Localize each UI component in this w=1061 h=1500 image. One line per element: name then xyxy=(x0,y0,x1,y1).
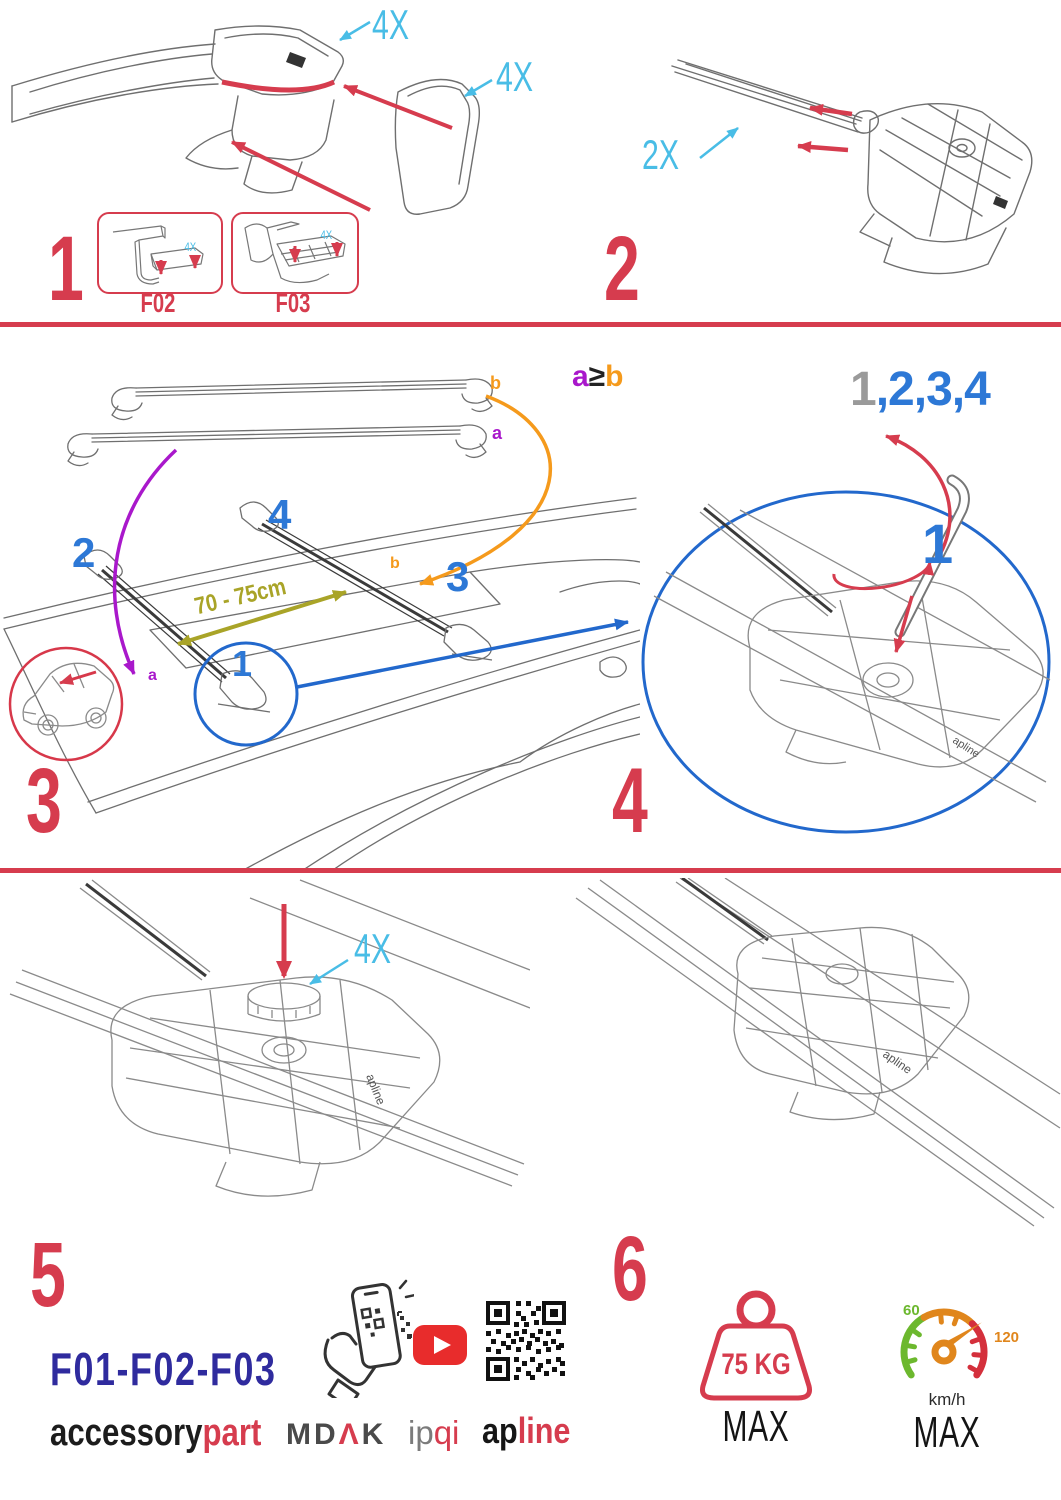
f03-label: F03 xyxy=(275,288,311,318)
brand-mdak xyxy=(286,1418,386,1452)
brand-qi: qi xyxy=(433,1414,460,1451)
bar-a-placement-curve xyxy=(115,450,176,674)
brand-accessorypart xyxy=(50,1412,261,1455)
car-direction-icon xyxy=(10,648,122,760)
youtube-icon xyxy=(413,1325,467,1365)
brand-accessory-part1: accessory xyxy=(50,1412,203,1454)
position-label-2: 2 xyxy=(72,529,96,576)
detail-pointer-arrow xyxy=(297,622,628,687)
step1-qty-label-cap: 4X xyxy=(372,1,409,48)
step1-part-box-f03 xyxy=(231,212,359,294)
step6-number: 6 xyxy=(612,1218,647,1320)
brand-ip: ip xyxy=(408,1414,434,1451)
speed-max-label: MAX xyxy=(913,1408,981,1457)
distance-label: 70 - 75cm xyxy=(192,573,289,621)
phone-scan-icon xyxy=(318,1278,414,1398)
brand-ap: ap xyxy=(482,1410,518,1451)
f02-label: F02 xyxy=(140,288,176,318)
point-b-label: b xyxy=(390,555,400,572)
f03-part-drawing xyxy=(233,214,357,292)
speed-unit-label: km/h xyxy=(928,1390,966,1409)
weight-max-label: MAX xyxy=(722,1402,790,1451)
step6-finished-foot-drawing xyxy=(530,878,1061,1228)
rule-b: b xyxy=(605,360,624,393)
brand-lambda: Λ xyxy=(338,1418,362,1451)
position-label-3: 3 xyxy=(446,553,470,600)
loose-bar-b-label: b xyxy=(490,373,501,393)
qr-code xyxy=(486,1301,566,1381)
position-label-4: 4 xyxy=(268,491,292,538)
rule-a: a xyxy=(572,360,589,393)
step5-qty-label: 4X xyxy=(354,925,391,972)
point-a-label: a xyxy=(148,667,157,684)
step2-number: 2 xyxy=(604,218,639,320)
step1-qty-label-cover: 4X xyxy=(496,53,533,100)
step4-tightening-detail-drawing xyxy=(600,350,1061,872)
brand-line: line xyxy=(517,1410,571,1451)
brand-accessory-part2: part xyxy=(202,1412,262,1454)
speed-low-label: 60 xyxy=(903,1302,920,1319)
step3-roof-placement-drawing xyxy=(0,332,640,872)
brand-md: MD xyxy=(286,1418,339,1451)
step2-qty-label: 2X xyxy=(642,131,679,178)
step5-number: 5 xyxy=(30,1224,65,1326)
step1-number: 1 xyxy=(48,218,83,320)
f02-part-drawing xyxy=(99,214,221,292)
brand-k: K xyxy=(361,1418,387,1451)
step3-number: 3 xyxy=(26,750,61,852)
section-divider-bottom xyxy=(0,868,1061,873)
sequence-first: 1 xyxy=(850,363,876,416)
position-label-1: 1 xyxy=(232,643,253,684)
f02-qty-label: 4X xyxy=(184,240,197,254)
sequence-callout-1: 1 xyxy=(922,512,954,575)
product-code: F01-F02-F03 xyxy=(50,1343,277,1395)
loose-bar-a-label: a xyxy=(492,423,503,443)
step1-part-box-f02 xyxy=(97,212,223,294)
step4-number: 4 xyxy=(612,750,647,852)
brand-plate xyxy=(286,52,306,68)
rule-gte: ≥ xyxy=(588,360,606,393)
part-logo-text: apline xyxy=(880,1046,915,1077)
brand-apline xyxy=(482,1410,570,1452)
bar-b-placement-curve xyxy=(420,396,550,584)
weight-limit-value: 75 KG xyxy=(721,1348,791,1381)
part-logo-text: apline xyxy=(363,1071,389,1107)
section-divider-top xyxy=(0,322,1061,327)
part-logo-text: apline xyxy=(950,734,982,761)
speed-high-label: 120 xyxy=(994,1329,1020,1346)
step5-cap-install-drawing xyxy=(0,878,530,1228)
sequence-label xyxy=(850,363,990,416)
brand-ipqi xyxy=(408,1414,459,1452)
f03-qty-label: 4X xyxy=(320,228,333,242)
sequence-rest: ,2,3,4 xyxy=(875,363,990,416)
detail-circle xyxy=(643,492,1049,832)
speedometer-icon xyxy=(880,1292,1015,1404)
